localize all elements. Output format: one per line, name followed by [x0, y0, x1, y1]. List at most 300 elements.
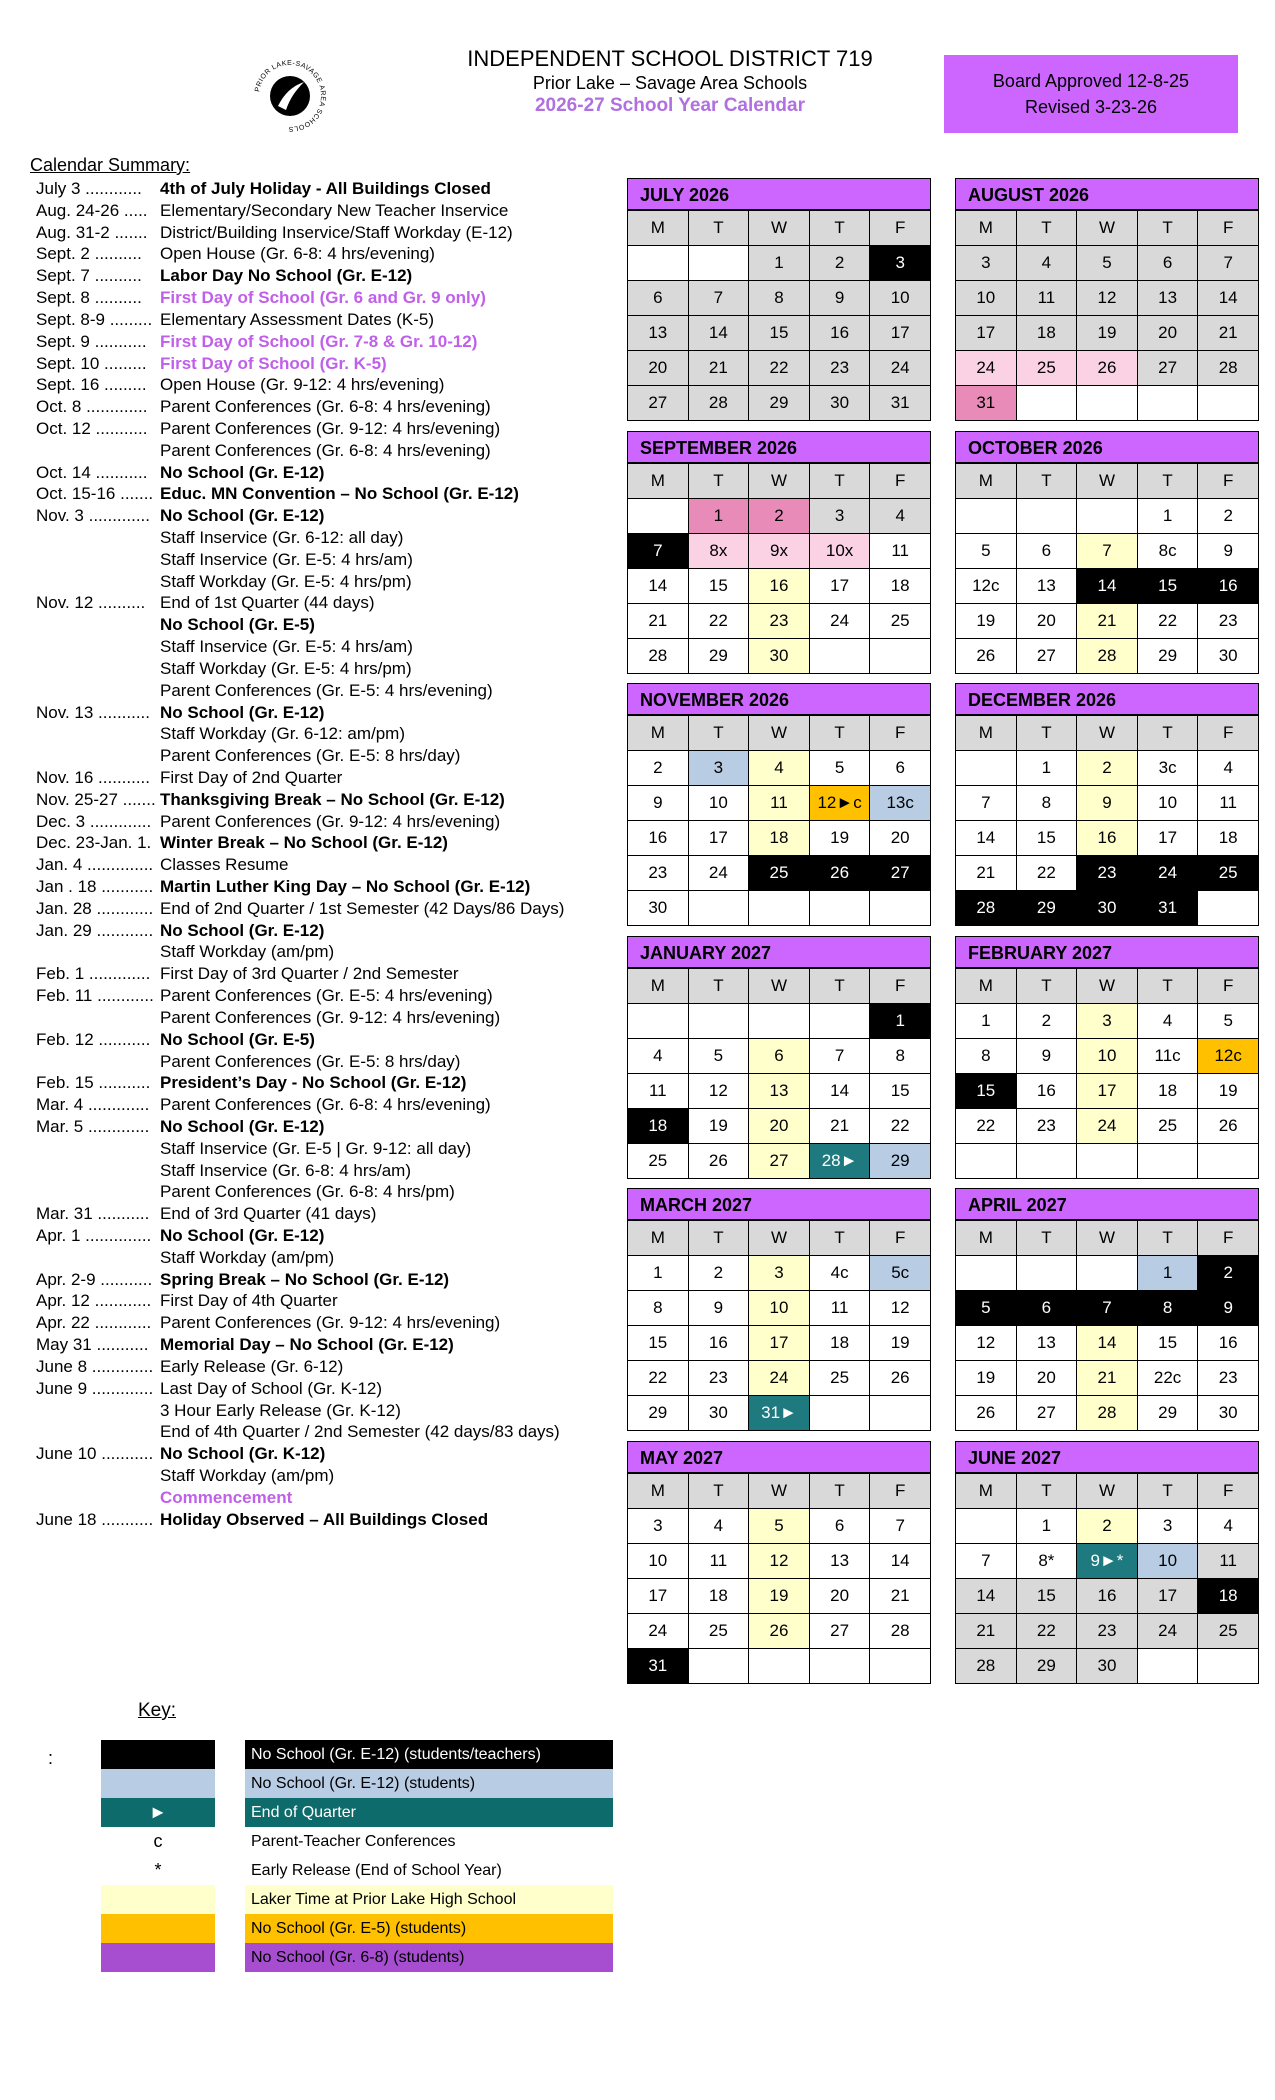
day-cell: 5 — [689, 1039, 750, 1074]
summary-row — [36, 1007, 626, 1029]
revision-date: Revised 3-23-26 — [1024, 97, 1158, 117]
day-cell: 17 — [1077, 1074, 1138, 1109]
summary-row — [36, 440, 626, 462]
day-cell: 14 — [810, 1074, 871, 1109]
month-march-2027 — [627, 1188, 931, 1431]
day-cell: 25 — [870, 604, 931, 639]
summary-date: Aug. 24-26 ..... — [36, 200, 148, 220]
day-cell: 2 — [1198, 499, 1259, 534]
empty-day-cell — [870, 639, 931, 674]
day-cell: 12 — [870, 1291, 931, 1326]
day-cell: 28 — [956, 1649, 1017, 1684]
day-cell: 29 — [1138, 1396, 1199, 1431]
summary-row — [36, 243, 626, 265]
day-cell: 20 — [749, 1109, 810, 1144]
district-title: INDEPENDENT SCHOOL DISTRICT 719 — [467, 46, 873, 71]
summary-row — [36, 745, 626, 767]
key-label: Laker Time at Prior Lake High School — [245, 1885, 613, 1914]
day-cell: 8x — [689, 534, 750, 569]
empty-day-cell — [1198, 1144, 1259, 1179]
day-cell: 20 — [628, 351, 689, 386]
day-cell: 17 — [810, 569, 871, 604]
day-cell: 28 — [870, 1614, 931, 1649]
day-cell: 12 — [956, 1326, 1017, 1361]
calendar-summary — [36, 178, 626, 1530]
summary-row — [36, 353, 626, 375]
summary-row — [36, 1400, 626, 1422]
day-cell: 2 — [810, 246, 871, 281]
key-swatch — [101, 1798, 215, 1827]
summary-date — [36, 1487, 160, 1509]
summary-date: Jan. 4 .............. — [36, 855, 154, 875]
weekday-header: F — [1198, 716, 1259, 751]
summary-row — [36, 1029, 626, 1051]
summary-row — [36, 418, 626, 440]
empty-day-cell — [870, 891, 931, 926]
empty-day-cell — [689, 1649, 750, 1684]
summary-row — [36, 723, 626, 745]
day-cell: 1 — [1138, 499, 1199, 534]
weekday-header: T — [810, 1474, 871, 1509]
day-cell: 24 — [689, 856, 750, 891]
summary-date: Sept. 9 ........... — [36, 331, 147, 351]
summary-event: No School (Gr. E-12) — [160, 1226, 325, 1245]
weekday-header: F — [870, 1221, 931, 1256]
day-cell: 26 — [810, 856, 871, 891]
summary-date — [36, 1400, 160, 1422]
summary-event: Parent Conferences (Gr. E-5: 4 hrs/evening) — [160, 986, 493, 1006]
empty-day-cell — [1138, 386, 1199, 421]
summary-event: Educ. MN Convention – No School (Gr. E-12) — [160, 484, 519, 504]
summary-event: Staff Inservice (Gr. E-5: 4 hrs/am) — [160, 549, 413, 569]
day-cell: 24 — [1077, 1109, 1138, 1144]
day-cell: 3 — [1077, 1004, 1138, 1039]
summary-row — [36, 1116, 626, 1138]
day-cell: 16 — [628, 821, 689, 856]
summary-date — [36, 636, 160, 658]
day-cell: 11c — [1138, 1039, 1199, 1074]
day-cell: 22 — [749, 351, 810, 386]
summary-row — [36, 1181, 626, 1203]
key-swatch — [101, 1856, 215, 1885]
summary-row — [36, 1290, 626, 1312]
day-cell: 15 — [1017, 821, 1078, 856]
weekday-header: M — [628, 969, 689, 1004]
empty-day-cell — [689, 246, 750, 281]
day-cell: 18 — [1198, 1579, 1259, 1614]
month-december-2026 — [955, 683, 1259, 926]
day-cell: 22 — [1017, 1614, 1078, 1649]
summary-date: Feb. 12 ........... — [36, 1029, 151, 1049]
summary-event: First Day of 3rd Quarter / 2nd Semester — [160, 964, 459, 984]
summary-event: Staff Inservice (Gr. 6-12: all day) — [160, 528, 404, 547]
district-subtitle: Prior Lake – Savage Area Schools — [532, 73, 808, 93]
summary-date: June 9 ............. — [36, 1378, 154, 1398]
summary-date: Dec. 23-Jan. 1. — [36, 833, 152, 853]
summary-event: Spring Break – No School (Gr. E-12) — [160, 1269, 450, 1289]
summary-date: Mar. 5 ............. — [36, 1116, 150, 1136]
summary-row — [36, 462, 626, 484]
month-june-2027 — [955, 1441, 1259, 1684]
day-cell: 28 — [689, 386, 750, 421]
day-cell: 18 — [810, 1326, 871, 1361]
day-cell: 11 — [749, 786, 810, 821]
day-cell: 31 — [870, 386, 931, 421]
day-cell: 5 — [956, 534, 1017, 569]
summary-row — [36, 483, 626, 505]
summary-row — [36, 1378, 626, 1400]
summary-row — [36, 1509, 626, 1531]
day-cell: 13 — [1017, 1326, 1078, 1361]
day-cell: 11 — [1198, 1544, 1259, 1579]
summary-date — [36, 440, 160, 462]
month-title: JANUARY 2027 — [627, 936, 931, 968]
summary-event: Parent Conferences (Gr. 6-8: 4 hrs/pm) — [160, 1182, 455, 1202]
day-cell: 6 — [1017, 534, 1078, 569]
day-cell: 9 — [1198, 534, 1259, 569]
summary-date: Feb. 15 ........... — [36, 1073, 151, 1093]
day-cell: 8c — [1138, 534, 1199, 569]
month-title: DECEMBER 2026 — [955, 683, 1259, 715]
day-cell: 20 — [1017, 1361, 1078, 1396]
day-cell: 30 — [810, 386, 871, 421]
summary-event: Thanksgiving Break – No School (Gr. E-12) — [160, 789, 505, 809]
day-cell: 3 — [870, 246, 931, 281]
day-cell: 1 — [1017, 1509, 1078, 1544]
weekday-header: T — [1017, 1474, 1078, 1509]
day-cell: 9 — [628, 786, 689, 821]
day-cell: 27 — [810, 1614, 871, 1649]
day-cell: 27 — [1017, 1396, 1078, 1431]
day-cell: 17 — [1138, 1579, 1199, 1614]
weekday-header: M — [956, 716, 1017, 751]
day-cell: 24 — [1138, 1614, 1199, 1649]
day-cell: 14 — [870, 1544, 931, 1579]
weekday-header: W — [1077, 969, 1138, 1004]
weekday-header: T — [810, 969, 871, 1004]
month-title: AUGUST 2026 — [955, 178, 1259, 210]
summary-row — [36, 287, 626, 309]
key-swatch — [101, 1769, 215, 1798]
summary-row — [36, 374, 626, 396]
day-cell: 4 — [870, 499, 931, 534]
summary-event: Commencement — [160, 1487, 293, 1507]
summary-event: First Day of 2nd Quarter — [160, 767, 343, 787]
day-cell: 16 — [1077, 1579, 1138, 1614]
summary-event: End of 4th Quarter / 2nd Semester (42 days/83 days) — [160, 1422, 560, 1442]
summary-event: Winter Break – No School (Gr. E-12) — [160, 833, 448, 853]
day-cell: 23 — [689, 1361, 750, 1396]
day-cell: 29 — [1017, 1649, 1078, 1684]
empty-day-cell — [870, 1396, 931, 1431]
day-cell: 6 — [870, 751, 931, 786]
summary-date: Apr. 12 ............ — [36, 1291, 152, 1311]
day-cell: 5c — [870, 1256, 931, 1291]
day-cell: 17 — [628, 1579, 689, 1614]
weekday-header: T — [1138, 716, 1199, 751]
day-cell: 8 — [956, 1039, 1017, 1074]
day-cell: 10 — [1138, 1544, 1199, 1579]
summary-row — [36, 178, 626, 200]
summary-event: First Day of School (Gr. K-5) — [160, 353, 387, 373]
key-swatch — [101, 1827, 215, 1856]
empty-day-cell — [956, 1509, 1017, 1544]
weekday-header: M — [628, 716, 689, 751]
summary-row — [36, 1203, 626, 1225]
day-cell: 18 — [628, 1109, 689, 1144]
day-cell: 12 — [689, 1074, 750, 1109]
weekday-header: T — [1138, 211, 1199, 246]
day-cell: 22 — [628, 1361, 689, 1396]
day-cell: 25 — [749, 856, 810, 891]
summary-event: No School (Gr. E-5) — [160, 1029, 315, 1049]
summary-date: Sept. 8-9 ......... — [36, 309, 153, 329]
day-cell: 23 — [628, 856, 689, 891]
summary-row — [36, 1051, 626, 1073]
day-cell: 15 — [749, 316, 810, 351]
summary-row — [36, 200, 626, 222]
summary-event: President’s Day - No School (Gr. E-12) — [160, 1073, 467, 1093]
summary-event: Holiday Observed – All Buildings Closed — [160, 1509, 489, 1529]
empty-day-cell — [956, 1144, 1017, 1179]
day-cell: 18 — [1138, 1074, 1199, 1109]
summary-row — [36, 854, 626, 876]
summary-date — [36, 1465, 160, 1487]
summary-row — [36, 920, 626, 942]
weekday-header: T — [1017, 1221, 1078, 1256]
day-cell: 25 — [628, 1144, 689, 1179]
weekday-header: W — [749, 464, 810, 499]
day-cell: 27 — [1138, 351, 1199, 386]
key-label: No School (Gr. E-12) (students) — [245, 1769, 613, 1798]
summary-date — [36, 1007, 160, 1029]
day-cell: 30 — [1198, 639, 1259, 674]
empty-day-cell — [1077, 499, 1138, 534]
day-cell: 22 — [870, 1109, 931, 1144]
summary-row — [36, 331, 626, 353]
day-cell: 25 — [1198, 1614, 1259, 1649]
day-cell: 16 — [1198, 1326, 1259, 1361]
weekday-header: F — [1198, 1474, 1259, 1509]
summary-row — [36, 527, 626, 549]
empty-day-cell — [956, 499, 1017, 534]
day-cell: 6 — [628, 281, 689, 316]
empty-day-cell — [749, 1649, 810, 1684]
summary-event: Staff Workday (Gr. E-5: 4 hrs/pm) — [160, 571, 412, 591]
day-cell: 17 — [1138, 821, 1199, 856]
summary-row — [36, 1334, 626, 1356]
day-cell: 3c — [1138, 751, 1199, 786]
day-cell: 9 — [1077, 786, 1138, 821]
weekday-header: W — [1077, 211, 1138, 246]
day-cell: 9 — [1017, 1039, 1078, 1074]
month-november-2026 — [627, 683, 931, 926]
empty-day-cell — [810, 1649, 871, 1684]
summary-event: Parent Conferences (Gr. 9-12: 4 hrs/evening) — [160, 1313, 501, 1333]
day-cell: 8 — [749, 281, 810, 316]
day-cell: 9►* — [1077, 1544, 1138, 1579]
weekday-header: T — [1138, 969, 1199, 1004]
day-cell: 15 — [870, 1074, 931, 1109]
summary-row — [36, 505, 626, 527]
day-cell: 7 — [1077, 534, 1138, 569]
empty-day-cell — [628, 499, 689, 534]
summary-date — [36, 571, 160, 593]
day-cell: 13 — [749, 1074, 810, 1109]
weekday-header: F — [1198, 1221, 1259, 1256]
summary-date — [36, 941, 160, 963]
key-swatch — [101, 1885, 215, 1914]
summary-date — [36, 614, 160, 636]
day-cell: 19 — [956, 604, 1017, 639]
weekday-header: T — [810, 716, 871, 751]
summary-event: Parent Conferences (Gr. E-5: 8 hrs/day) — [160, 1051, 461, 1071]
summary-event: Parent Conferences (Gr. 6-8: 4 hrs/evening) — [160, 1095, 491, 1115]
empty-day-cell — [810, 639, 871, 674]
key-row — [101, 1943, 613, 1972]
summary-date: Oct. 15-16 ....... — [36, 484, 154, 504]
summary-event: Open House (Gr. 6-8: 4 hrs/evening) — [160, 244, 435, 264]
day-cell: 11 — [810, 1291, 871, 1326]
day-cell: 2 — [749, 499, 810, 534]
day-cell: 24 — [628, 1614, 689, 1649]
weekday-header: T — [810, 464, 871, 499]
day-cell: 8* — [1017, 1544, 1078, 1579]
day-cell: 30 — [1077, 891, 1138, 926]
summary-row — [36, 1160, 626, 1182]
weekday-header: T — [1017, 464, 1078, 499]
day-cell: 11 — [1017, 281, 1078, 316]
day-cell: 17 — [689, 821, 750, 856]
summary-row — [36, 767, 626, 789]
day-cell: 16 — [689, 1326, 750, 1361]
day-cell: 19 — [870, 1326, 931, 1361]
day-cell: 15 — [628, 1326, 689, 1361]
summary-date: Aug. 31-2 ....... — [36, 222, 148, 242]
day-cell: 28 — [1077, 639, 1138, 674]
day-cell: 29 — [1017, 891, 1078, 926]
day-cell: 25 — [810, 1361, 871, 1396]
day-cell: 23 — [749, 604, 810, 639]
day-cell: 23 — [1077, 856, 1138, 891]
summary-event: First Day of School (Gr. 7-8 & Gr. 10-12) — [160, 331, 478, 351]
weekday-header: T — [1017, 716, 1078, 751]
day-cell: 2 — [1077, 751, 1138, 786]
month-september-2026 — [627, 431, 931, 674]
day-cell: 23 — [1017, 1109, 1078, 1144]
day-cell: 8 — [628, 1291, 689, 1326]
day-cell: 4 — [1198, 751, 1259, 786]
approval-date: Board Approved 12-8-25 — [992, 71, 1190, 91]
day-cell: 29 — [689, 639, 750, 674]
summary-event: District/Building Inservice/Staff Workday (E-12) — [160, 222, 513, 242]
day-cell: 7 — [870, 1509, 931, 1544]
summary-event: Elementary Assessment Dates (K-5) — [160, 309, 434, 329]
day-cell: 28 — [1077, 1396, 1138, 1431]
weekday-header: F — [870, 464, 931, 499]
day-cell: 23 — [1198, 1361, 1259, 1396]
summary-date: June 8 ............. — [36, 1356, 154, 1376]
day-cell: 7 — [1198, 246, 1259, 281]
day-cell: 12c — [956, 569, 1017, 604]
day-cell: 28► — [810, 1144, 871, 1179]
day-cell: 13c — [870, 786, 931, 821]
summary-row — [36, 1312, 626, 1334]
day-cell: 19 — [956, 1361, 1017, 1396]
day-cell: 21 — [628, 604, 689, 639]
day-cell: 24 — [749, 1361, 810, 1396]
summary-date: Oct. 12 ........... — [36, 418, 148, 438]
summary-date: Apr. 22 ............ — [36, 1313, 152, 1333]
summary-row — [36, 1072, 626, 1094]
day-cell: 14 — [689, 316, 750, 351]
summary-date: Oct. 8 ............. — [36, 397, 148, 417]
day-cell: 12 — [1077, 281, 1138, 316]
day-cell: 10 — [749, 1291, 810, 1326]
weekday-header: T — [810, 211, 871, 246]
day-cell: 20 — [810, 1579, 871, 1614]
day-cell: 4 — [749, 751, 810, 786]
day-cell: 18 — [1017, 316, 1078, 351]
day-cell: 28 — [956, 891, 1017, 926]
svg-text:PRIOR LAKE-SAVAGE AREA SCHOOLS: PRIOR LAKE-SAVAGE AREA SCHOOLS — [254, 59, 327, 133]
day-cell: 26 — [870, 1361, 931, 1396]
day-cell: 19 — [1077, 316, 1138, 351]
empty-day-cell — [1198, 891, 1259, 926]
day-cell: 1 — [689, 499, 750, 534]
summary-date: Dec. 3 ............. — [36, 811, 152, 831]
key-symbol: * — [154, 1860, 162, 1880]
day-cell: 23 — [1077, 1614, 1138, 1649]
weekday-header: T — [1017, 969, 1078, 1004]
day-cell: 2 — [1077, 1509, 1138, 1544]
day-cell: 27 — [749, 1144, 810, 1179]
key-label: Parent-Teacher Conferences — [251, 1832, 456, 1850]
summary-event: End of 2nd Quarter / 1st Semester (42 Days/86 Days) — [160, 898, 565, 918]
summary-date — [36, 527, 160, 549]
summary-event: Parent Conferences (Gr. 9-12: 4 hrs/evening) — [160, 418, 501, 438]
summary-event: 4th of July Holiday - All Buildings Closed — [160, 179, 491, 198]
day-cell: 8 — [1138, 1291, 1199, 1326]
day-cell: 18 — [689, 1579, 750, 1614]
day-cell: 10 — [628, 1544, 689, 1579]
day-cell: 21 — [956, 856, 1017, 891]
summary-row — [36, 265, 626, 287]
day-cell: 13 — [810, 1544, 871, 1579]
summary-event: Parent Conferences (Gr. E-5: 4 hrs/evening) — [160, 680, 493, 700]
day-cell: 6 — [749, 1039, 810, 1074]
day-cell: 21 — [956, 1614, 1017, 1649]
day-cell: 20 — [1138, 316, 1199, 351]
summary-event: Staff Workday (am/pm) — [160, 1247, 335, 1267]
day-cell: 24 — [870, 351, 931, 386]
day-cell: 21 — [1077, 1361, 1138, 1396]
day-cell: 13 — [628, 316, 689, 351]
day-cell: 29 — [870, 1144, 931, 1179]
summary-date: June 18 ........... — [36, 1509, 154, 1529]
day-cell: 3 — [628, 1509, 689, 1544]
day-cell: 26 — [956, 639, 1017, 674]
day-cell: 28 — [1198, 351, 1259, 386]
weekday-header: M — [956, 464, 1017, 499]
month-october-2026 — [955, 431, 1259, 674]
weekday-header: M — [628, 211, 689, 246]
day-cell: 16 — [810, 316, 871, 351]
day-cell: 19 — [1198, 1074, 1259, 1109]
summary-row — [36, 309, 626, 331]
day-cell: 10x — [810, 534, 871, 569]
day-cell: 27 — [1017, 639, 1078, 674]
